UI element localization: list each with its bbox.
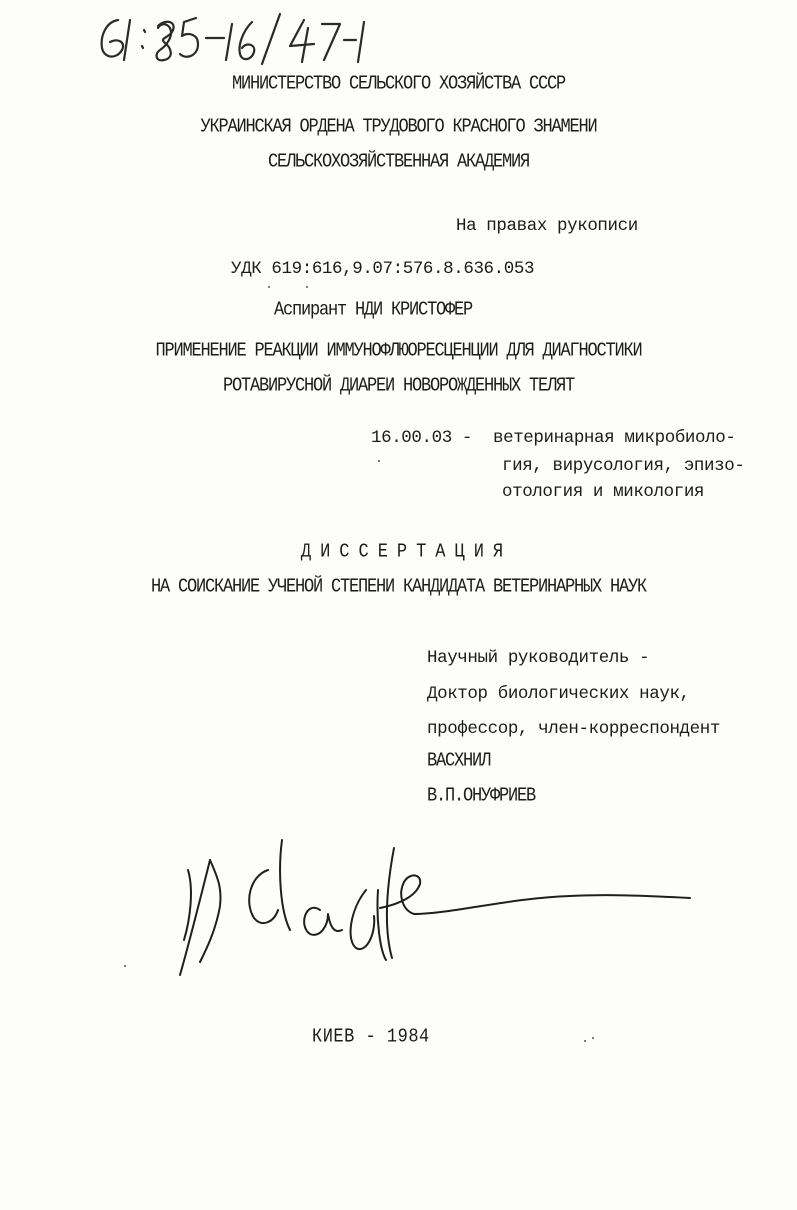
- academy-line-1: УКРАИНСКАЯ ОРДЕНА ТРУДОВОГО КРАСНОГО ЗНАМЕНИ: [200, 117, 597, 139]
- supervisor-line-2: Доктор биологических наук,: [427, 684, 690, 704]
- specialty-line-3: отология и микология: [502, 482, 705, 502]
- dissertation-heading: ДИССЕРТАЦИЯ: [300, 542, 513, 564]
- signature: [170, 830, 710, 980]
- supervisor-name: В.П.ОНУФРИЕВ: [427, 786, 536, 808]
- supervisor-line-1: Научный руководитель -: [427, 648, 650, 668]
- scan-speck: [268, 286, 270, 288]
- scan-speck: [378, 460, 380, 462]
- supervisor-line-3: профессор, член-корреспондент: [427, 719, 720, 739]
- academy-line-2: СЕЛЬСКОХОЗЯЙСТВЕННАЯ АКАДЕМИЯ: [267, 152, 530, 174]
- title-line-1: ПРИМЕНЕНИЕ РЕАКЦИИ ИММУНОФЛЮОРЕСЦЕНЦИИ ДЛЯ ДИАГНОСТИКИ: [155, 341, 642, 363]
- manuscript-rights-note: На правах рукописи: [456, 216, 638, 236]
- scan-speck: [592, 1037, 594, 1039]
- supervisor-line-4: ВАСХНИЛ: [427, 751, 491, 773]
- specialty-line-1: ветеринарная микробиоло-: [493, 428, 736, 448]
- scan-speck: [584, 1040, 586, 1042]
- author-name: Аспирант НДИ КРИСТОФЕР: [274, 300, 473, 322]
- specialty-line-2: гия, вирусология, эпизо-: [502, 456, 745, 476]
- ministry-heading: МИНИСТЕРСТВО СЕЛЬСКОГО ХОЗЯЙСТВА СССР: [231, 74, 566, 96]
- handwritten-catalog-number: [92, 6, 372, 68]
- udc-code: УДК 619:616,9.07:576.8.636.053: [231, 259, 535, 279]
- scan-speck: [306, 286, 308, 288]
- city-year: КИЕВ - 1984: [312, 1027, 430, 1049]
- dissertation-subheading: НА СОИСКАНИЕ УЧЕНОЙ СТЕПЕНИ КАНДИДАТА ВЕТЕРИНАРНЫХ НАУК: [150, 577, 647, 599]
- title-line-2: РОТАВИРУСНОЙ ДИАРЕИ НОВОРОЖДЕННЫХ ТЕЛЯТ: [222, 376, 575, 398]
- scan-speck: [124, 965, 126, 967]
- specialty-code: 16.00.03 -: [371, 428, 473, 448]
